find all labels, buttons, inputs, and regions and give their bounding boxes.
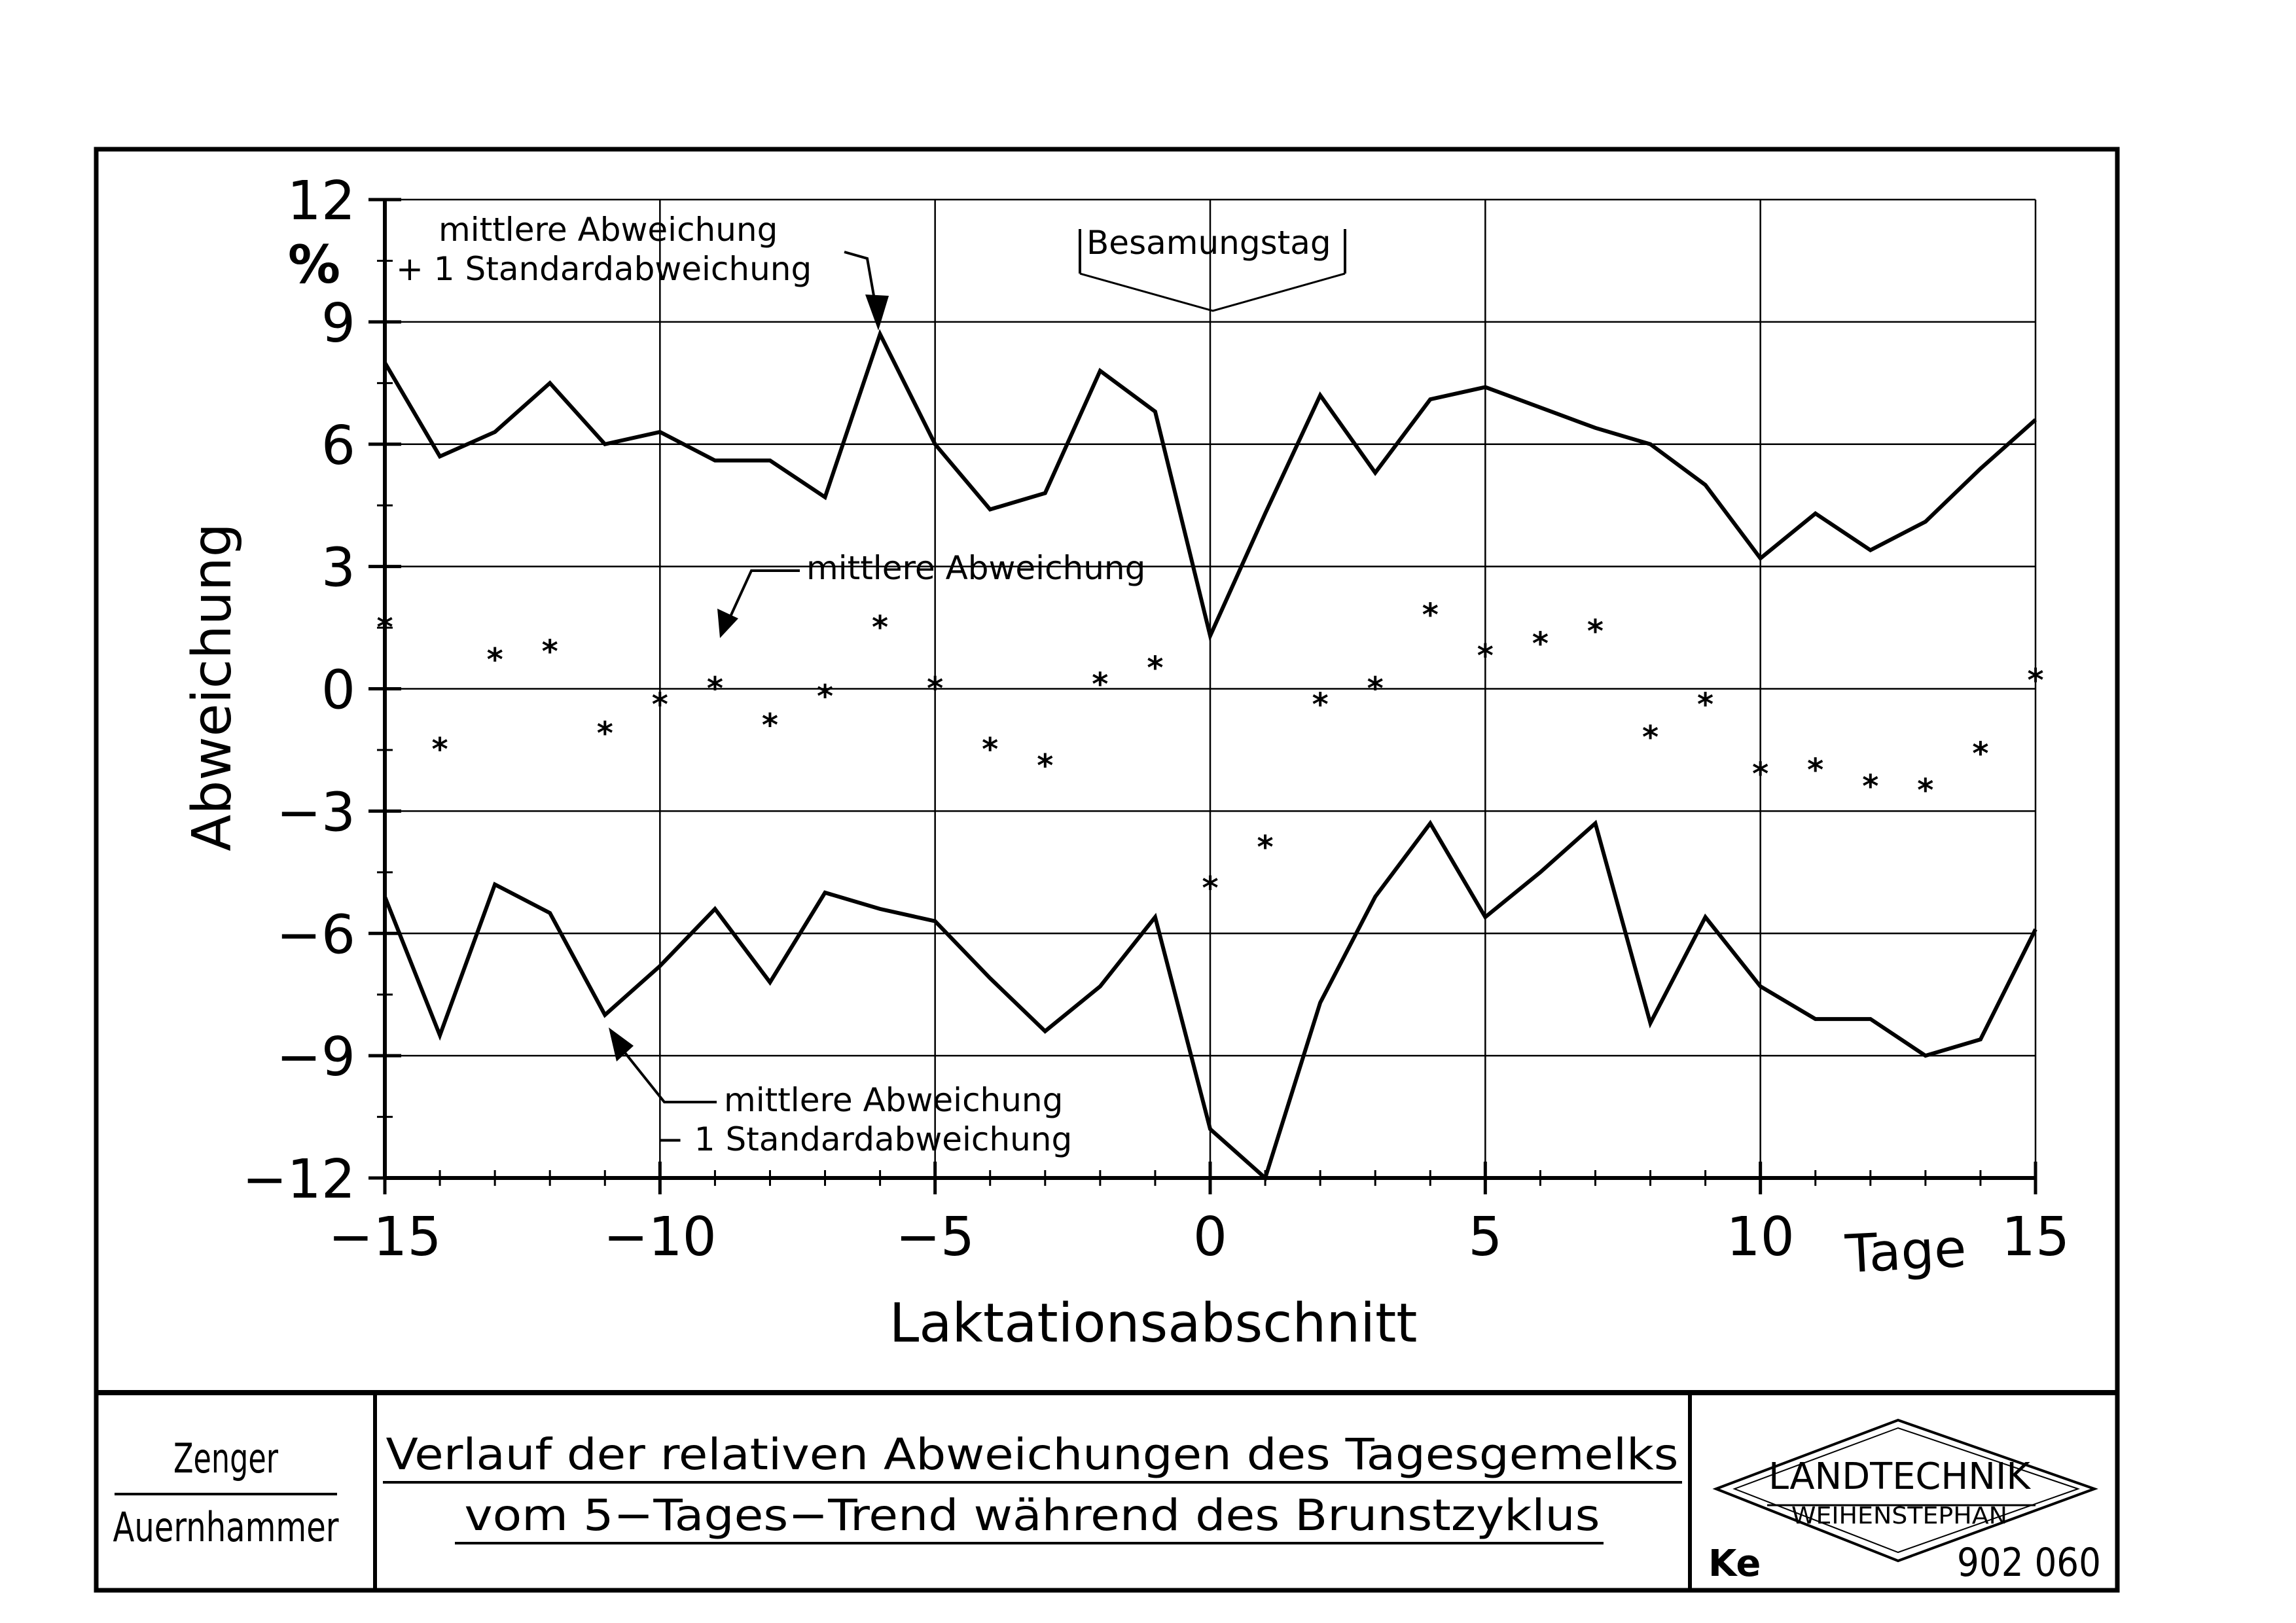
series-mean-marker: * xyxy=(1367,670,1384,707)
x-axis-unit: Tage xyxy=(1844,1217,1968,1285)
y-tick-label: 6 xyxy=(321,414,355,477)
series-mean-marker: * xyxy=(431,731,448,768)
title-line-2: vom 5−Tages−Trend während des Brunstzyklus xyxy=(464,1490,1600,1541)
series-mean-marker: * xyxy=(1917,772,1934,809)
author-2: Auernhammer xyxy=(113,1503,339,1551)
chart-ticks xyxy=(242,170,2070,1268)
series-mean-marker: * xyxy=(1807,751,1824,789)
x-tick-label: 0 xyxy=(1193,1206,1228,1268)
series-mean-marker: * xyxy=(1092,666,1109,704)
series-mean-marker: * xyxy=(872,609,889,646)
annotation-event-pointer xyxy=(1080,274,1345,311)
series-mean-marker: * xyxy=(1532,625,1549,662)
series-mean-marker: * xyxy=(1972,735,1989,772)
logo-line-1: LANDTECHNIK xyxy=(1768,1455,2032,1498)
x-tick-label: −10 xyxy=(603,1206,717,1268)
annotation-lower-line-2: − 1 Standardabweichung xyxy=(656,1120,1073,1158)
series-mean-marker: * xyxy=(486,641,503,679)
y-tick-label: 12 xyxy=(287,170,355,232)
series-mean-marker: * xyxy=(376,609,393,646)
annotation-middle-leader xyxy=(726,571,800,625)
annotation-middle-arrow xyxy=(717,609,738,638)
chart-annotations xyxy=(396,211,1345,1158)
y-tick-label: −3 xyxy=(276,781,355,844)
series-mean-marker: * xyxy=(706,670,723,707)
x-tick-label: −15 xyxy=(328,1206,442,1268)
series-mean-marker: * xyxy=(1752,756,1769,793)
series-mean-marker: * xyxy=(1312,687,1329,724)
series-mean-marker: * xyxy=(1477,637,1494,675)
y-axis-label: Abweichung xyxy=(181,523,243,851)
x-tick-label: 5 xyxy=(1468,1206,1503,1268)
series-mean-marker: * xyxy=(2027,662,2044,699)
series-mean-marker: * xyxy=(1037,747,1054,785)
series-mean-marker: * xyxy=(541,633,558,671)
series-mean-marker: * xyxy=(816,678,834,715)
chart xyxy=(181,170,2070,1355)
series-mean-marker: * xyxy=(1202,870,1219,907)
chart-grid xyxy=(385,200,2036,1178)
series-mean-marker: * xyxy=(1862,768,1879,805)
annotation-upper-arrow xyxy=(865,294,889,330)
series-mean-marker: * xyxy=(651,687,668,724)
y-tick-label: 9 xyxy=(321,292,355,355)
y-tick-label: −6 xyxy=(276,904,355,967)
x-tick-label: 10 xyxy=(1726,1206,1795,1268)
x-tick-label: 15 xyxy=(2001,1206,2070,1268)
x-tick-label: −5 xyxy=(895,1206,975,1268)
landtechnik-logo xyxy=(1708,1420,2101,1586)
y-axis-unit: % xyxy=(287,234,341,295)
series-mean-marker: * xyxy=(1422,597,1439,634)
series-mean-marker: * xyxy=(596,715,613,752)
y-tick-label: 3 xyxy=(321,537,355,599)
x-axis-label: Laktationsabschnitt xyxy=(889,1293,1418,1355)
series-mean-marker: * xyxy=(1257,829,1274,866)
logo-line-2: WEIHENSTEPHAN xyxy=(1791,1503,2007,1529)
y-tick-label: 0 xyxy=(321,659,355,722)
annotation-upper-line-1: mittlere Abweichung xyxy=(439,211,778,249)
series-mean-marker: * xyxy=(1147,650,1164,687)
series-mean-marker: * xyxy=(927,670,944,707)
annotation-event-label: Besamungstag xyxy=(1086,224,1331,262)
y-tick-label: −12 xyxy=(242,1149,355,1211)
series-mean-marker: * xyxy=(1697,687,1714,724)
annotation-lower-line-1: mittlere Abweichung xyxy=(724,1081,1064,1119)
outer-border xyxy=(96,149,2117,1590)
title-line-1: Verlauf der relativen Abweichungen des Tagesgemelks xyxy=(386,1429,1679,1480)
series-mean-marker: * xyxy=(982,731,999,768)
annotation-middle-label: mittlere Abweichung xyxy=(806,549,1146,587)
series-mean-marker: * xyxy=(761,707,779,744)
y-tick-label: −9 xyxy=(276,1026,355,1089)
series-mean-marker: * xyxy=(1587,613,1604,651)
author-1: Zenger xyxy=(173,1435,279,1482)
annotation-upper-line-2: + 1 Standardabweichung xyxy=(396,250,812,288)
code-left: Ke xyxy=(1708,1543,1761,1585)
code-right: 902 060 xyxy=(1957,1540,2101,1586)
series-mean-marker: * xyxy=(1641,719,1659,757)
